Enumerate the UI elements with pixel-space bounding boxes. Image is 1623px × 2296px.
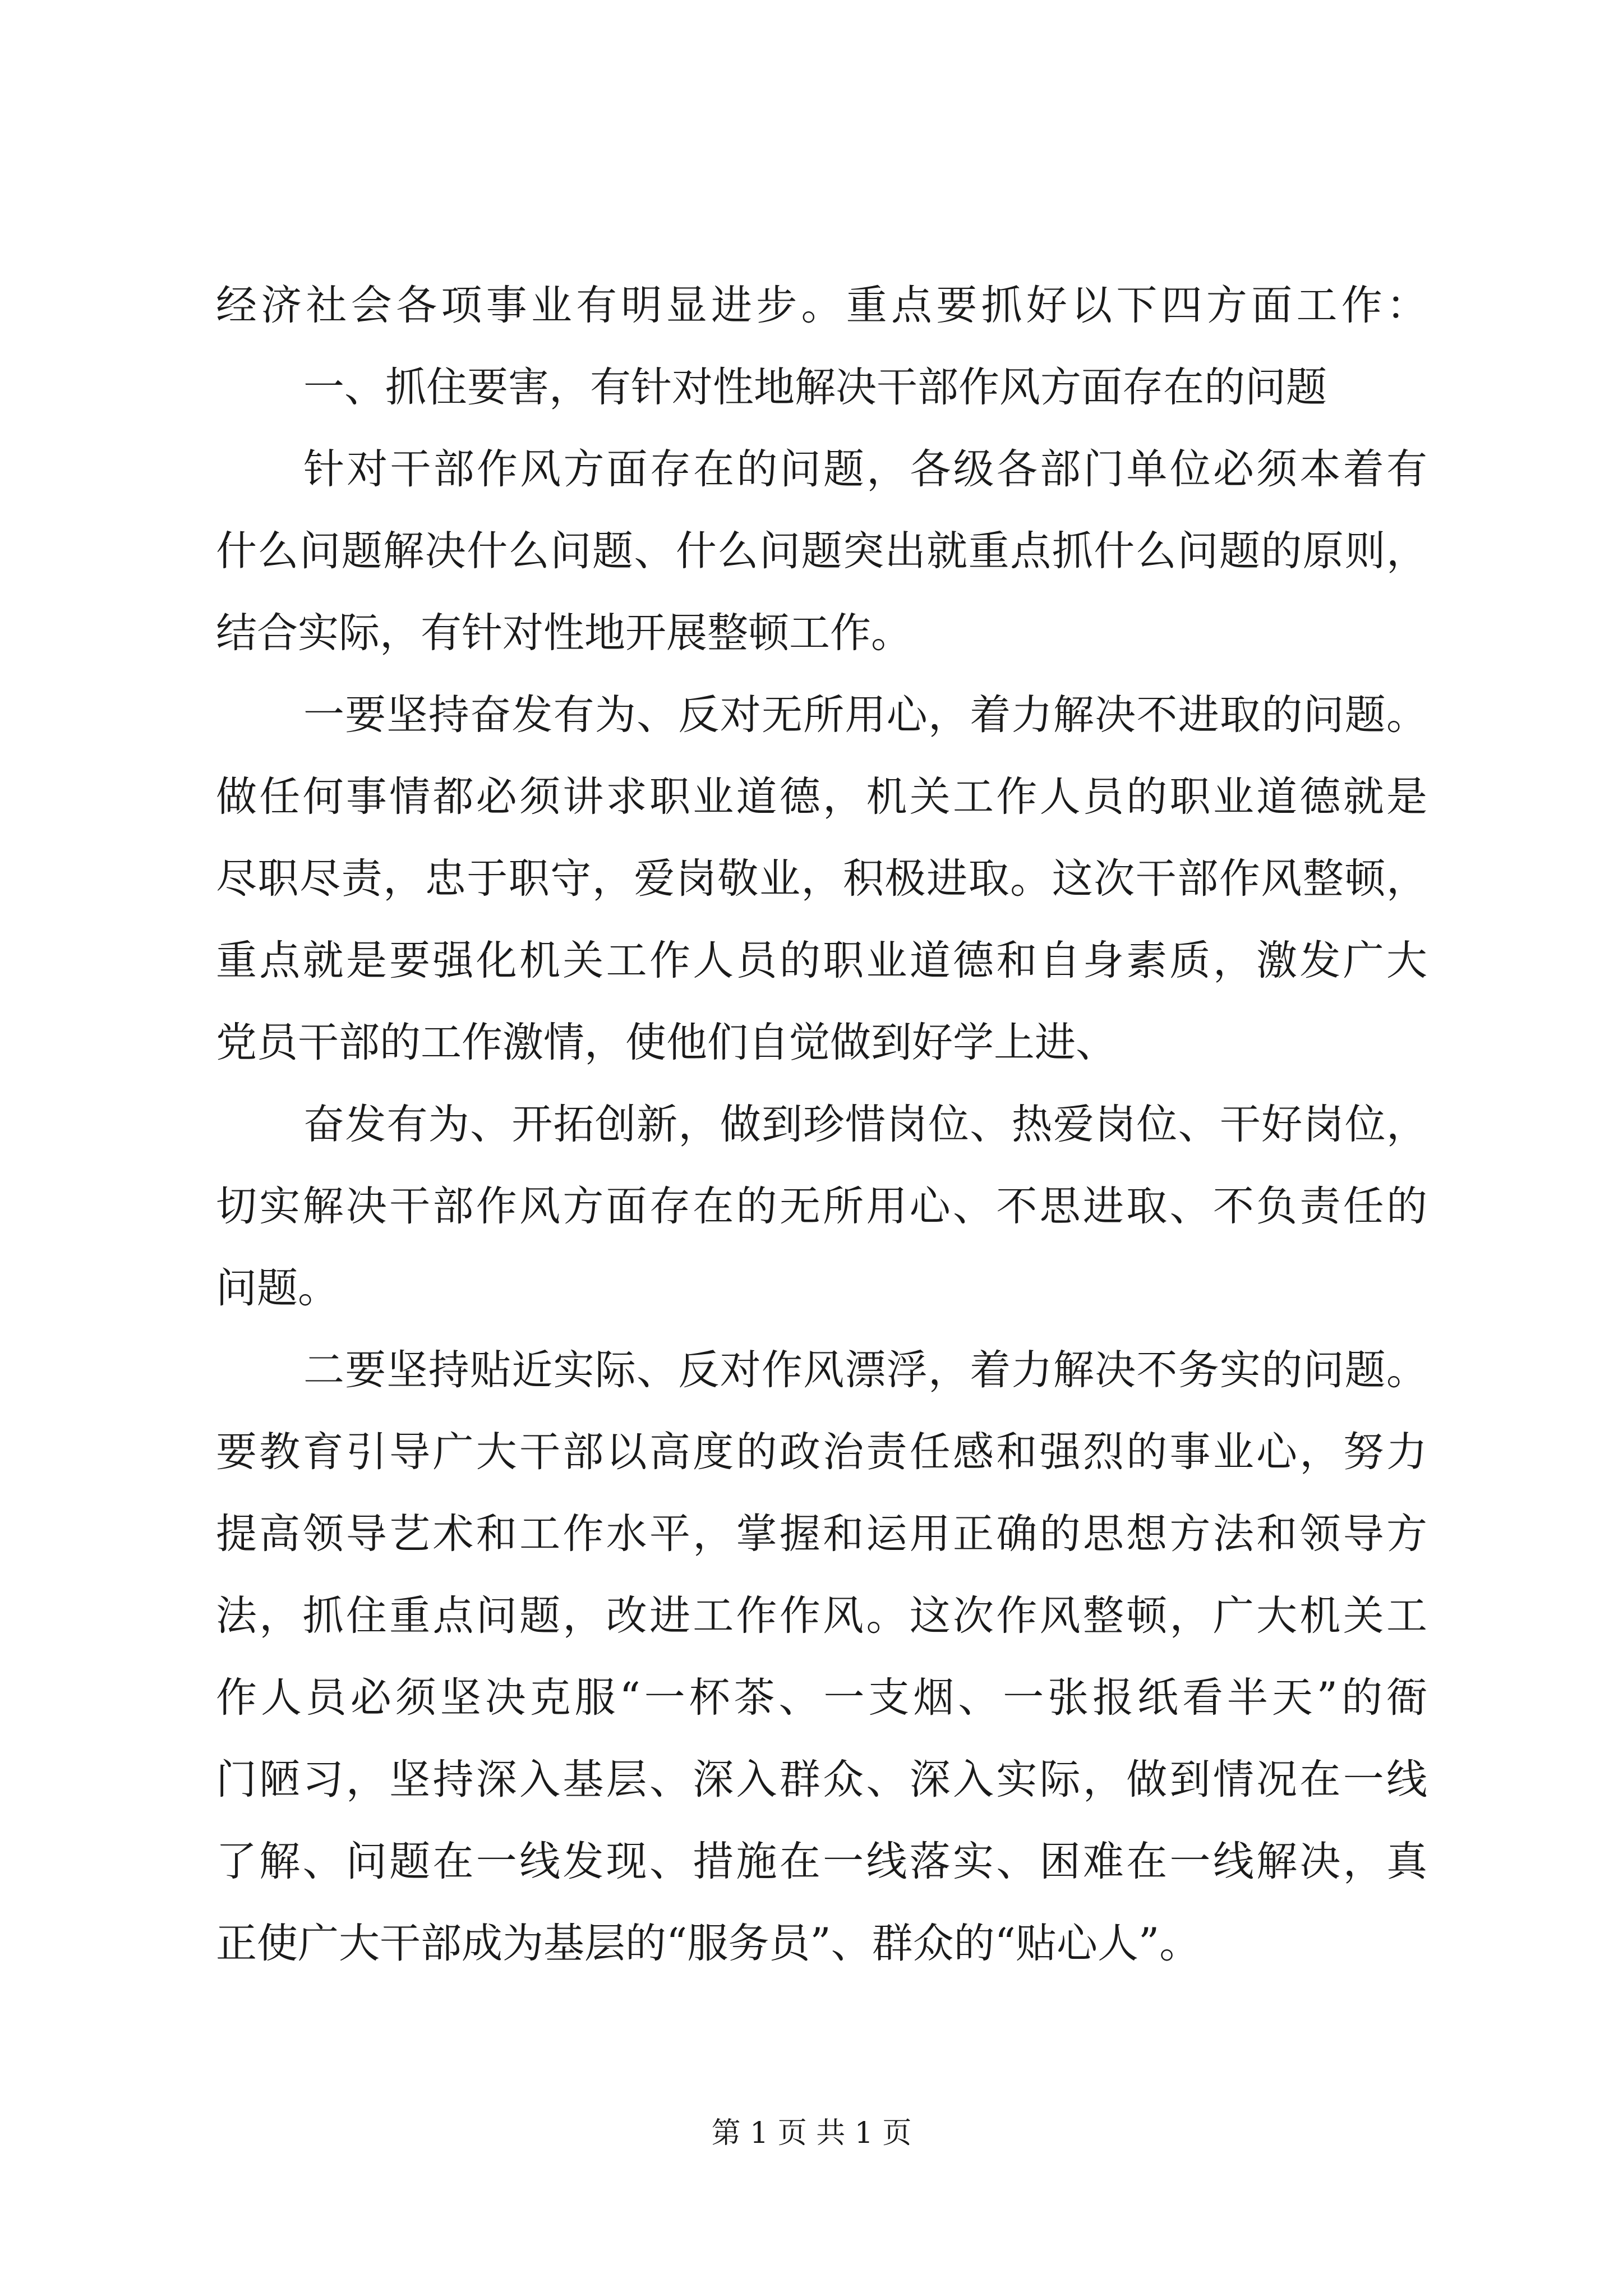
text-line: 重点就是要强化机关工作人员的职业道德和自身素质，激发广大 xyxy=(216,937,1427,984)
text-line: 奋发有为、开拓创新，做到珍惜岗位、热爱岗位、干好岗位， xyxy=(303,1101,1427,1148)
text-line: 正使广大干部成为基层的“服务员”、群众的“贴心人”。 xyxy=(216,1920,1201,1967)
text-line: 二要坚持贴近实际、反对作风漂浮，着力解决不务实的问题。 xyxy=(303,1346,1427,1394)
text-line: 切实解决干部作风方面存在的无所用心、不思进取、不负责任的 xyxy=(216,1182,1427,1230)
text-line: 尽职尽责，忠于职守，爱岗敬业，积极进取。这次干部作风整顿， xyxy=(216,855,1427,903)
section-heading: 一、抓住要害，有针对性地解决干部作风方面存在的问题 xyxy=(303,364,1327,411)
text-line: 一要坚持奋发有为、反对无所用心，着力解决不进取的问题。 xyxy=(303,691,1427,739)
text-line: 问题。 xyxy=(216,1264,339,1312)
document-body xyxy=(216,265,1427,1985)
text-line: 门陋习，坚持深入基层、深入群众、深入实际，做到情况在一线 xyxy=(216,1756,1427,1803)
page-number-label: 第 1 页 共 1 页 xyxy=(711,2116,912,2150)
text-line: 针对干部作风方面存在的问题，各级各部门单位必须本着有 xyxy=(303,445,1427,493)
page-footer xyxy=(0,2114,1623,2153)
text-line: 提高领导艺术和工作水平，掌握和运用正确的思想方法和领导方 xyxy=(216,1510,1427,1558)
text-line: 经济社会各项事业有明显进步。重点要抓好以下四方面工作： xyxy=(216,282,1427,329)
text-line: 法，抓住重点问题，改进工作作风。这次作风整顿，广大机关工 xyxy=(216,1592,1427,1640)
text-line: 党员干部的工作激情，使他们自觉做到好学上进、 xyxy=(216,1019,1117,1066)
text-line: 结合实际，有针对性地开展整顿工作。 xyxy=(216,609,912,657)
text-line: 了解、问题在一线发现、措施在一线落实、困难在一线解决，真 xyxy=(216,1838,1427,1885)
text-line: 要教育引导广大干部以高度的政治责任感和强烈的事业心，努力 xyxy=(216,1428,1427,1476)
text-line: 作人员必须坚决克服“一杯茶、一支烟、一张报纸看半天”的衙 xyxy=(216,1674,1427,1722)
text-line: 什么问题解决什么问题、什么问题突出就重点抓什么问题的原则， xyxy=(216,527,1427,575)
text-line: 做任何事情都必须讲求职业道德，机关工作人员的职业道德就是 xyxy=(216,773,1427,821)
